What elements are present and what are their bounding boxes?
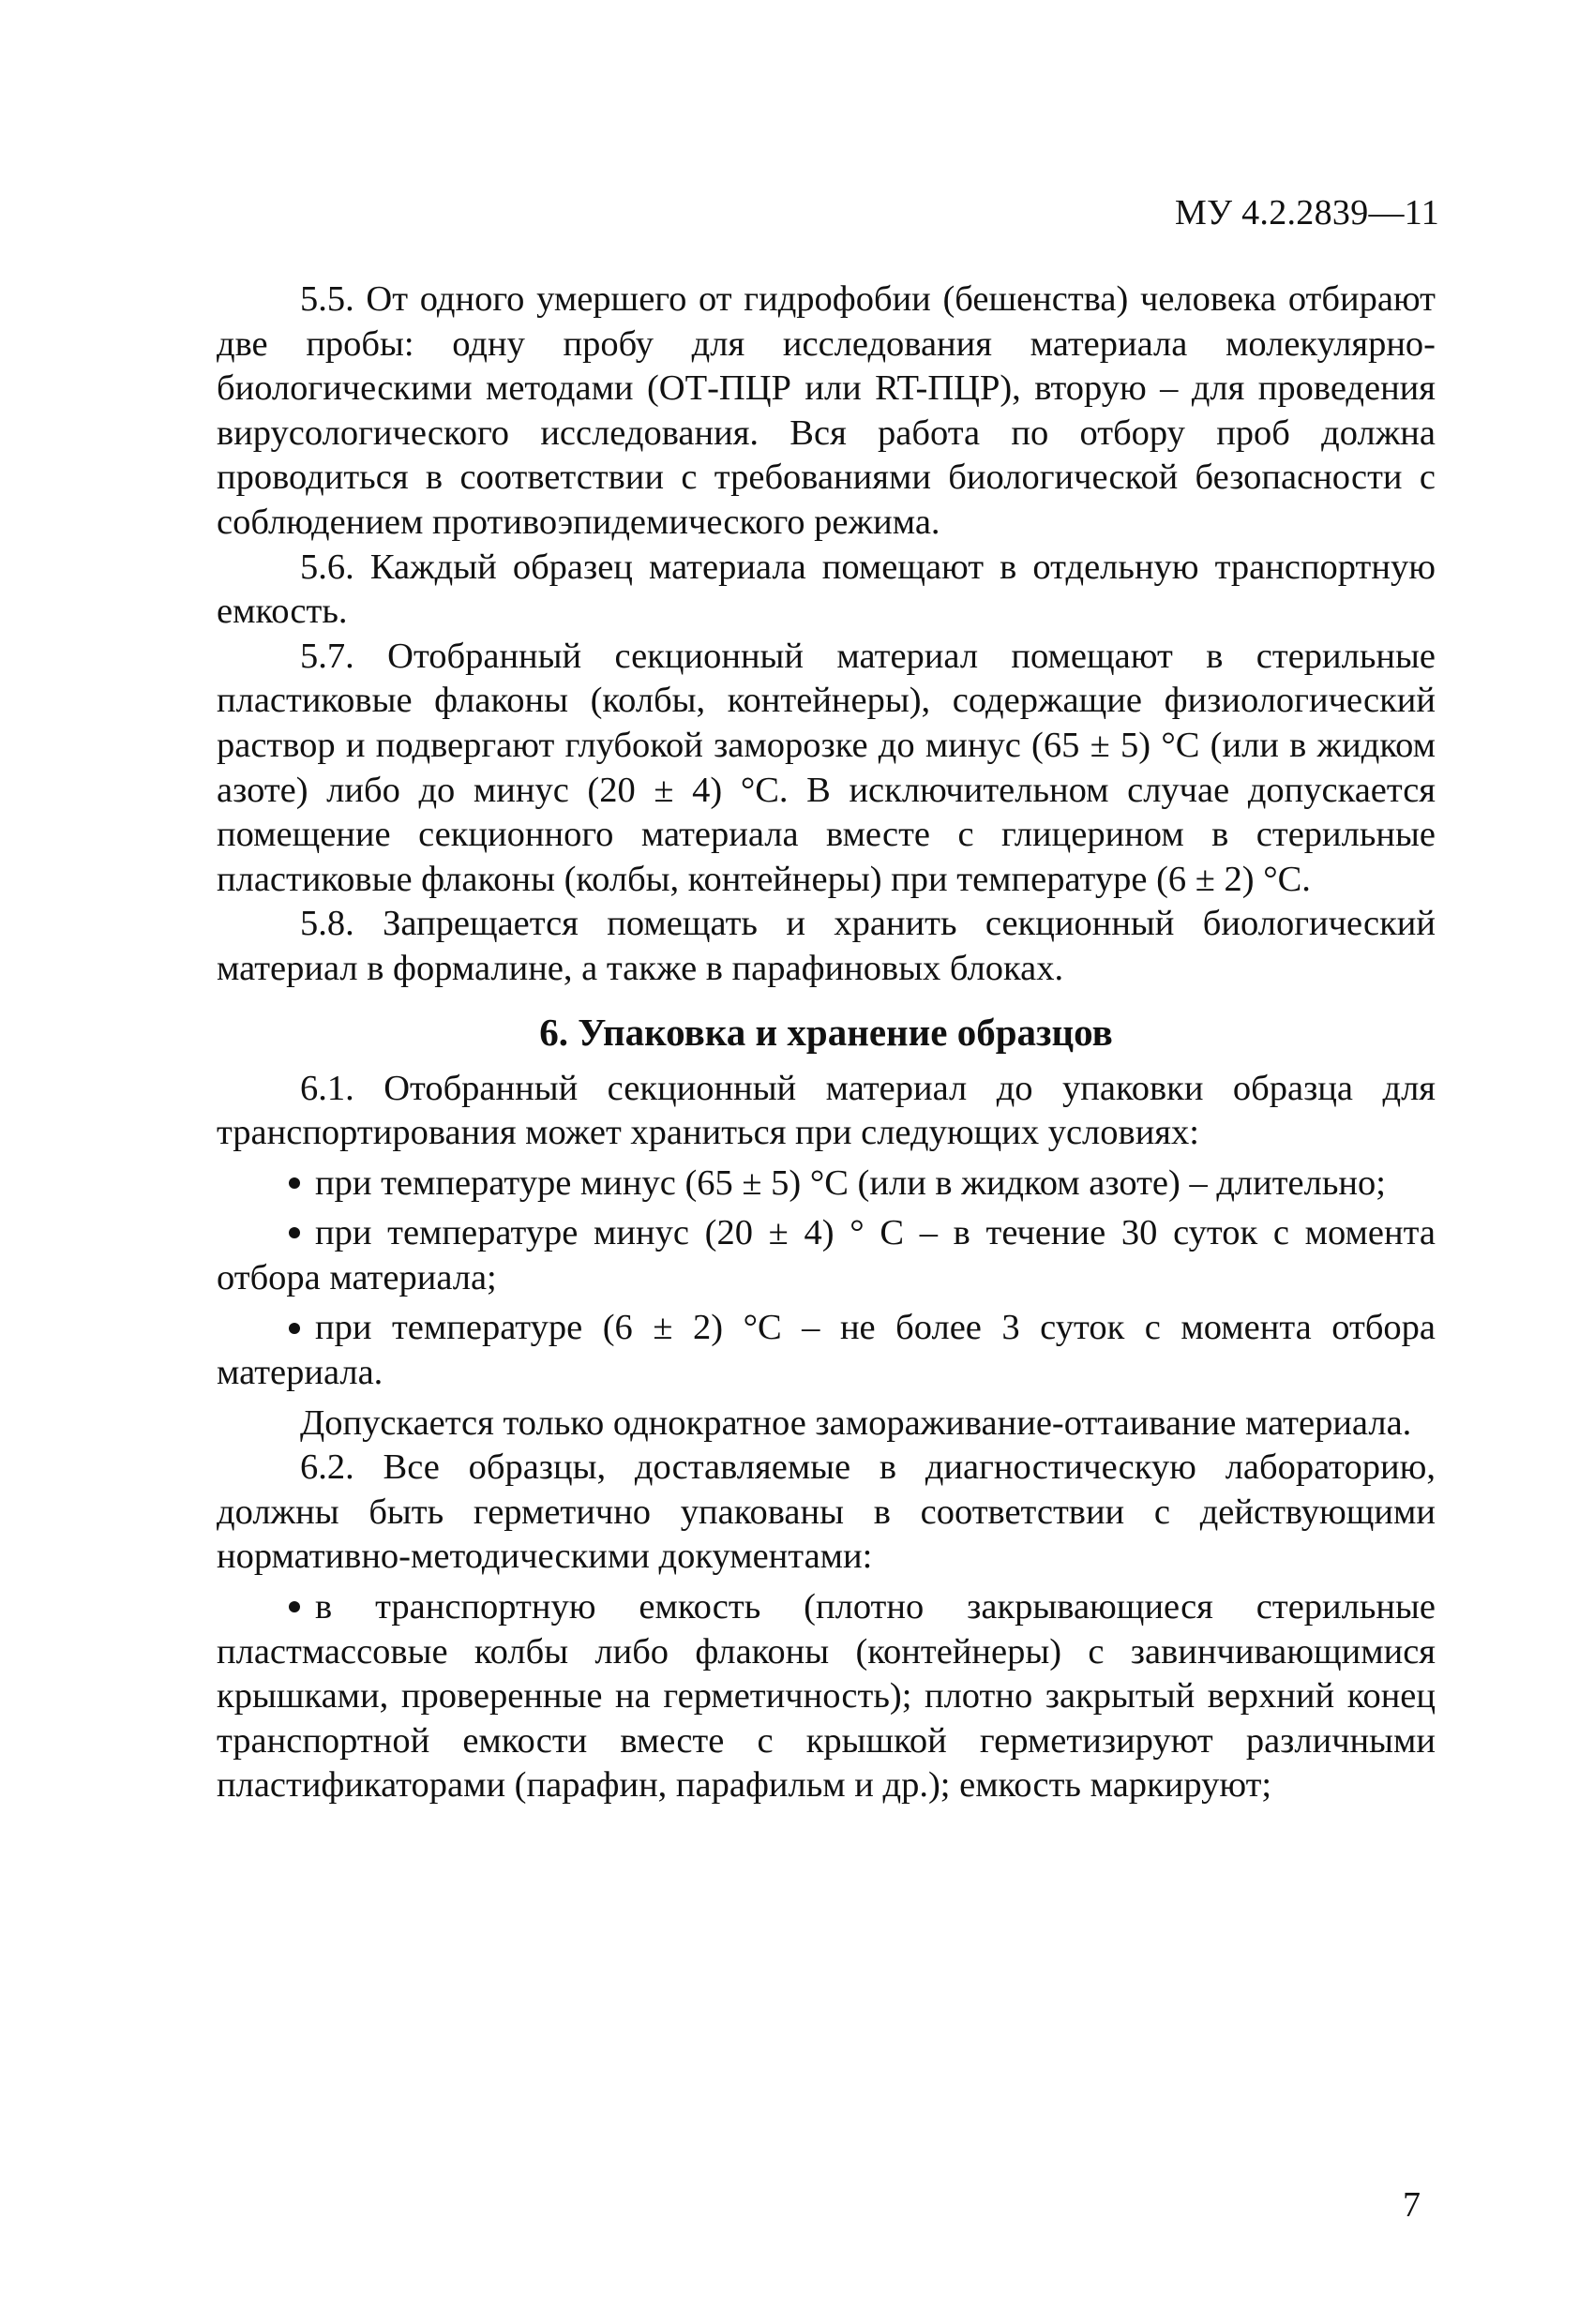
paragraph-5-5: 5.5. От одного умершего от гидрофобии (бешенства) человека отбирают две пробы: одну пробу для исследования материала молекулярно-биологическими методами (ОТ-ПЦР или RT-ПЦР), вторую – для проведения вирусологического исследования. Вся работа по отбору проб должна проводиться в соответствии с требованиями биологической безопасности с соблюдением противоэпидемического режима. xyxy=(217,279,1436,542)
section-heading: 6. Упаковка и хранение образцов xyxy=(539,1010,1113,1054)
list-item-text: при температуре минус (65 ± 5) °С (или в жидком азоте) – длительно; xyxy=(315,1162,1386,1203)
paragraph-5-7: 5.7. Отобранный секционный материал помещают в стерильные пластиковые флаконы (колбы, контейнеры), содержащие физиологический раствор и подвергают глубокой заморозке до минус (65 ± 5) °С (или в жидком азоте) либо до минус (20 ± 4) °С. В исключительном случае допускается помещение секционного материала вместе с глицерином в стерильные пластиковые флаконы (колбы, контейнеры) при температуре (6 ± 2) °С. xyxy=(217,636,1436,899)
list-item-text: при температуре (6 ± 2) °С – не более 3 суток с момента отбора материала. xyxy=(217,1308,1436,1393)
document-code: МУ 4.2.2839—11 xyxy=(1175,193,1439,232)
paragraph-5-8: 5.8. Запрещается помещать и хранить секционный биологический материал в формалине, а также в парафиновых блоках. xyxy=(217,904,1436,988)
list-item-text: при температуре минус (20 ± 4) ° С – в течение 30 суток с момента отбора материала; xyxy=(217,1213,1436,1297)
list-item xyxy=(217,1162,1436,1207)
bullet-icon xyxy=(289,1177,300,1189)
list-item xyxy=(217,1585,1436,1808)
paragraph-6-1-note: Допускается только однократное замораживание-оттаивание материала. xyxy=(300,1402,1412,1443)
page-number: 7 xyxy=(1403,2185,1421,2225)
list-item xyxy=(217,1211,1436,1300)
paragraph-6-2: 6.2. Все образцы, доставляемые в диагностическую лабораторию, должны быть герметично упакованы в соответствии с действующими нормативно-методическими документами: xyxy=(217,1447,1436,1577)
paragraph-5-6: 5.6. Каждый образец материала помещают в отдельную транспортную емкость. xyxy=(217,547,1436,632)
bullet-icon xyxy=(289,1323,300,1334)
paragraph-6-1: 6.1. Отобранный секционный материал до упаковки образца для транспортирования может храниться при следующих условиях: xyxy=(217,1068,1436,1153)
bullet-icon xyxy=(289,1601,300,1612)
list-item xyxy=(217,1306,1436,1395)
bullet-icon xyxy=(289,1227,300,1238)
list-item-text: в транспортную емкость (плотно закрывающиеся стерильные пластмассовые колбы либо флаконы (контейнеры) с завинчивающимися крышками, проверенные на герметичность); плотно закрытый верхний конец транспортной емкости вместе с крышкой герметизируют различными пластификаторами (парафин, парафильм и др.); емкость маркируют; xyxy=(217,1587,1436,1806)
document-body xyxy=(217,277,1436,1808)
